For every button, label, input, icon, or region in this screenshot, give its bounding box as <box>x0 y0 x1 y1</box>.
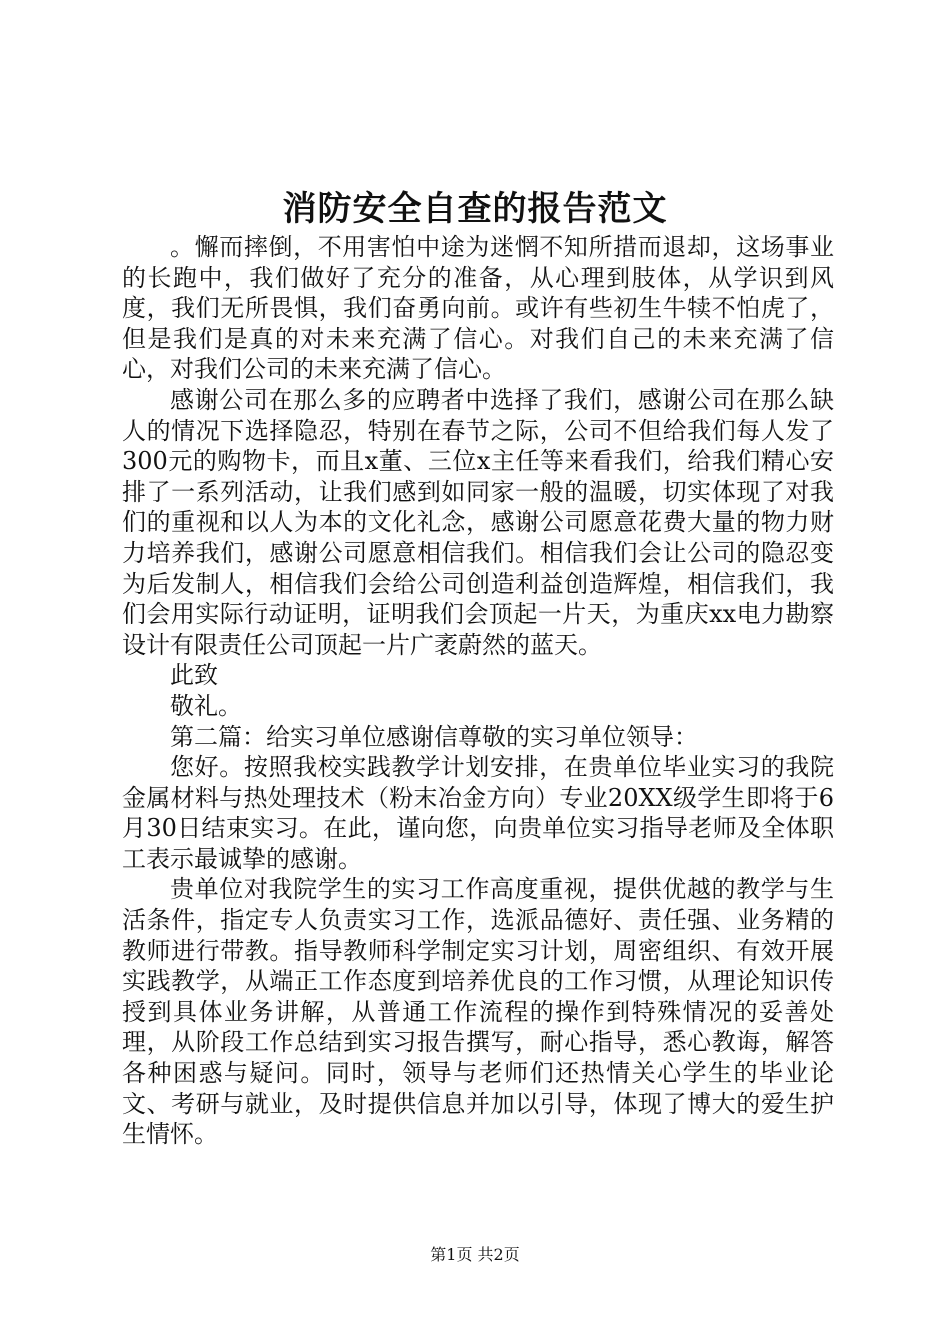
paragraph: 您好。按照我校实践教学计划安排，在贵单位毕业实习的我院金属材料与热处理技术（粉末冶金方向）专业20XX级学生即将于6月30日结束实习。在此，谨向您，向贵单位实习指导老师及全体职工表示最诚挚的感谢。 <box>122 753 834 873</box>
paragraph: 贵单位对我院学生的实习工作高度重视，提供优越的教学与生活条件，指定专人负责实习工作，选派品德好、责任强、业务精的教师进行带教。指导教师科学制定实习计划，周密组织、有效开展实践教学，从端正工作态度到培养优良的工作习惯，从理论知识传授到具体业务讲解，从普通工作流程的操作到特殊情况的妥善处理，从阶段工作总结到实习报告撰写，耐心指导，悉心教诲，解答各种困惑与疑问。同时，领导与老师们还热情关心学生的毕业论文、考研与就业，及时提供信息并加以引导，体现了博大的爱生护生情怀。 <box>122 875 834 1149</box>
page-footer: 第1页 共2页 <box>430 1245 520 1264</box>
paragraph: 。懈而摔倒，不用害怕中途为迷惘不知所措而退却，这场事业的长跑中，我们做好了充分的准备，从心理到肢体，从学识到风度，我们无所畏惧，我们奋勇向前。或许有些初生牛犊不怕虎了，但是我们是真的对未来充满了信心。对我们自己的未来充满了信心，对我们公司的未来充满了信心。 <box>122 233 834 384</box>
paragraph: 感谢公司在那么多的应聘者中选择了我们，感谢公司在那么缺人的情况下选择隐忍，特别在春节之际，公司不但给我们每人发了300元的购物卡，而且x董、三位x主任等来看我们，给我们精心安排了一系列活动，让我们感到如同家一般的温暖，切实体现了对我们的重视和以人为本的文化礼念，感谢公司愿意花费大量的物力财力培养我们，感谢公司愿意相信我们。相信我们会让公司的隐忍变为后发制人，相信我们会给公司创造利益创造辉煌，相信我们，我们会用实际行动证明，证明我们会顶起一片天，为重庆xx电力勘察设计有限责任公司顶起一片广袤蔚然的蓝天。 <box>122 385 834 659</box>
closing-salutation: 此致 <box>170 661 218 690</box>
closing-regards: 敬礼。 <box>170 691 242 720</box>
section-heading: 第二篇：给实习单位感谢信尊敬的实习单位领导： <box>170 722 698 751</box>
document-title: 消防安全自查的报告范文 <box>282 189 668 229</box>
document-body <box>122 232 834 1150</box>
